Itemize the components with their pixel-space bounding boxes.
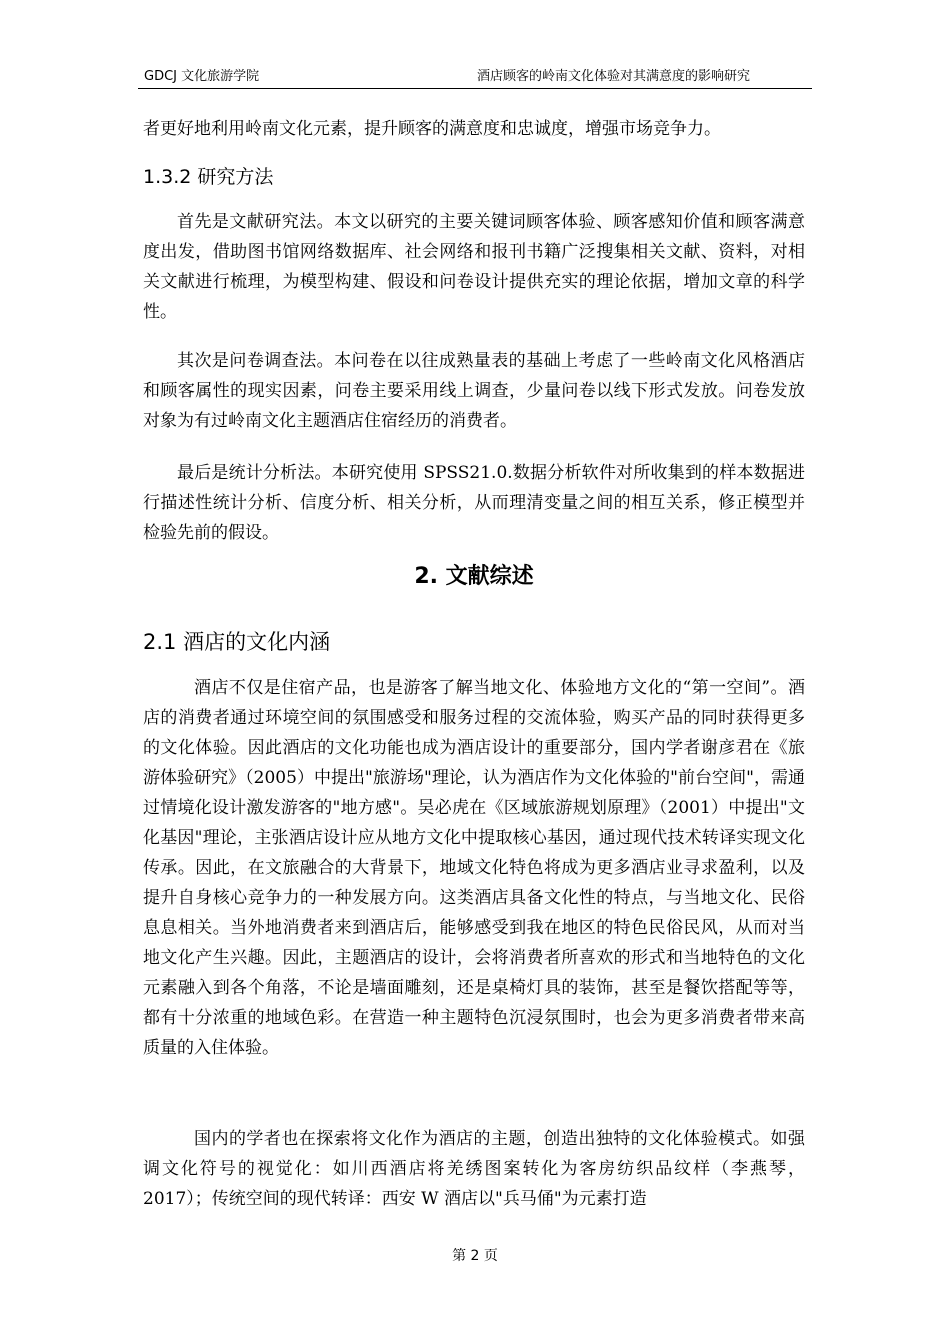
header-institution: GDCJ 文化旅游学院 <box>144 69 260 84</box>
section-heading-1-3-2: 1.3.2 研究方法 <box>143 166 274 188</box>
section-heading-2-1: 2.1 酒店的文化内涵 <box>143 630 331 654</box>
paragraph-literature-method: 首先是文献研究法。本文以研究的主要关键词顾客体验、顾客感知价值和顾客满意度出发，借助图书馆网络数据库、社会网络和报刊书籍广泛搜集相关文献、资料，对相关文献进行梳理，为模型构建、假设和问卷设计提供充实的理论依据，增加文章的科学性。 <box>143 212 805 322</box>
paragraph-statistics-method: 最后是统计分析法。本研究使用 SPSS21.0.数据分析软件对所收集到的样本数据进行描述性统计分析、信度分析、相关分析，从而理清变量之间的相互关系，修正模型并检验先前的假设。 <box>143 463 805 543</box>
paragraph-domestic-scholars: 国内的学者也在探索将文化作为酒店的主题，创造出独特的文化体验模式。如强调文化符号的视觉化：如川西酒店将羌绣图案转化为客房纺织品纹样（李燕琴，2017）；传统空间的现代转译：西安 W 酒店以"兵马俑"为元素打造 <box>143 1129 805 1209</box>
paragraph-hotel-culture: 酒店不仅是住宿产品，也是游客了解当地文化、体验地方文化的“第一空间”。酒店的消费者通过环境空间的氛围感受和服务过程的交流体验，购买产品的同时获得更多的文化体验。因此酒店的文化功能也成为酒店设计的重要部分，国内学者谢彦君在《旅游体验研究》（2005）中提出"旅游场"理论，认为酒店作为文化体验的"前台空间"，需通过情境化设计激发游客的"地方感"。吴必虎在《区域旅游规划原理》（2001）中提出"文化基因"理论，主张酒店设计应从地方文化中提取核心基因，通过现代技术转译实现文化传承。因此，在文旅融合的大背景下，地域文化特色将成为更多酒店业寻求盈利，以及提升自身核心竞争力的一种发展方向。这类酒店具备文化性的特点，与当地文化、民俗息息相关。当外地消费者来到酒店后，能够感受到我在地区的特色民俗民风，从而对当地文化产生兴趣。因此，主题酒店的设计，会将消费者所喜欢的形式和当地特色的文化元素融入到各个角落，不论是墙面雕刻，还是桌椅灯具的装饰，甚至是餐饮搭配等等，都有十分浓重的地域色彩。在营造一种主题特色沉浸氛围时，也会为更多消费者带来高质量的入住体验。 <box>143 678 805 1058</box>
paragraph-survey-method: 其次是问卷调查法。本问卷在以往成熟量表的基础上考虑了一些岭南文化风格酒店和顾客属性的现实因素，问卷主要采用线上调查，少量问卷以线下形式发放。问卷发放对象为有过岭南文化主题酒店住宿经历的消费者。 <box>143 351 805 431</box>
paragraph-continuation: 者更好地利用岭南文化元素，提升顾客的满意度和忠诚度，增强市场竞争力。 <box>143 119 721 139</box>
page-number: 第 2 页 <box>452 1248 498 1264</box>
chapter-heading-2: 2. 文献综述 <box>414 564 534 589</box>
page-header <box>138 68 812 89</box>
header-thesis-title: 酒店顾客的岭南文化体验对其满意度的影响研究 <box>476 69 750 84</box>
